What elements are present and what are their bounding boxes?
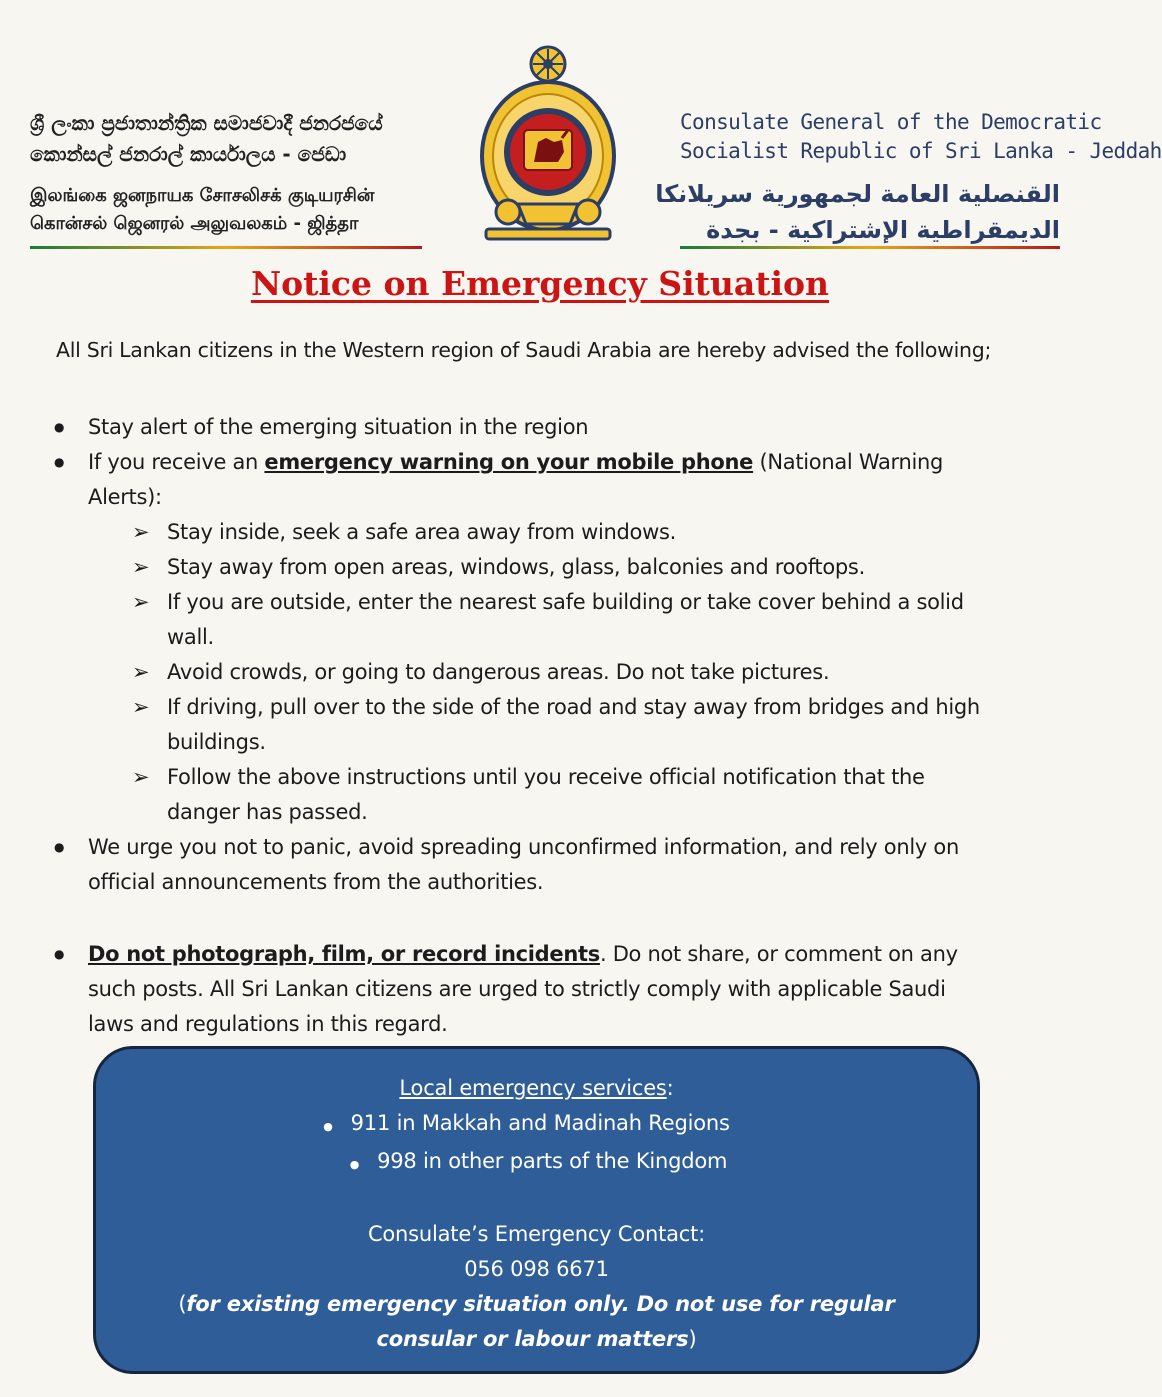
contact-note xyxy=(96,1287,977,1322)
sub-list-item-text: Avoid crowds, or going to dangerous areas. Do not take pictures. xyxy=(167,660,830,684)
service-item xyxy=(96,1106,977,1144)
local-services-heading xyxy=(96,1071,977,1106)
arrow-bullet-icon: ➢ xyxy=(132,660,150,684)
bullet-icon: ● xyxy=(349,1158,360,1171)
sub-list-item xyxy=(52,515,1012,550)
contact-note xyxy=(96,1322,977,1357)
arabic-name-line-1: القنصلية العامة لجمهورية سريلانكا xyxy=(655,180,1060,208)
sub-list-item-text: Follow the above instructions until you receive official notification that the xyxy=(167,765,925,789)
consulate-contact-label: Consulate’s Emergency Contact: xyxy=(367,1222,706,1246)
list-item-text: laws and regulations in this regard. xyxy=(88,1012,448,1036)
bullet-icon: ● xyxy=(54,455,65,469)
list-item-text: Alerts): xyxy=(88,485,162,509)
header-right-divider xyxy=(680,246,1060,249)
arrow-bullet-icon: ➢ xyxy=(132,765,150,789)
note-text: consular or labour matters xyxy=(376,1327,689,1351)
list-item-text: We urge you not to panic, avoid spreading unconfirmed information, and rely only on xyxy=(88,835,959,859)
arrow-bullet-icon: ➢ xyxy=(132,695,150,719)
sub-list-item-text: buildings. xyxy=(167,730,266,754)
consulate-phone-number[interactable]: 056 098 6671 xyxy=(464,1257,609,1281)
emergency-contact-box xyxy=(93,1046,980,1374)
tamil-name-line-2: கொன்சல் ஜெனரல் அலுவலகம் - ஜித்தா xyxy=(30,213,359,234)
list-item-text: (National Warning xyxy=(753,450,944,474)
sub-list-item xyxy=(52,550,1012,585)
list-item-text: Stay alert of the emerging situation in the region xyxy=(88,415,589,439)
bullet-icon: ● xyxy=(54,840,65,854)
sub-list-item-text: If driving, pull over to the side of the road and stay away from bridges and high xyxy=(167,695,980,719)
bullet-icon: ● xyxy=(323,1120,333,1133)
list-item-text: . Do not share, or comment on any xyxy=(599,942,958,966)
header-left-names xyxy=(30,108,422,238)
sub-list-item-text: danger has passed. xyxy=(167,800,368,824)
service-text: 998 in other parts of the Kingdom xyxy=(377,1149,728,1173)
list-item xyxy=(52,830,1012,900)
service-item xyxy=(96,1144,977,1182)
notice-title: Notice on Emergency Situation xyxy=(250,264,830,303)
note-paren: ( xyxy=(178,1292,187,1316)
list-item xyxy=(52,937,1012,1042)
service-text: 911 in Makkah and Madinah Regions xyxy=(350,1111,730,1135)
arabic-name-line-2: الديمقراطية الإشتراكية - بجدة xyxy=(706,216,1060,244)
arrow-bullet-icon: ➢ xyxy=(132,590,150,614)
intro-text: All Sri Lankan citizens in the Western region of Saudi Arabia are hereby advised the following; xyxy=(56,338,992,362)
arrow-bullet-icon: ➢ xyxy=(132,555,150,579)
sri-lanka-emblem-icon xyxy=(478,44,618,244)
note-text: for existing emergency situation only. Do not use for regular xyxy=(186,1292,895,1316)
emphasized-text: emergency warning on your mobile phone xyxy=(264,450,754,474)
arrow-bullet-icon: ➢ xyxy=(132,520,150,544)
tamil-name-line-1: இலங்கை ஜனநாயக சோசலிசக் குடியரசின் xyxy=(30,185,375,206)
list-item xyxy=(52,445,1012,515)
heading-colon: : xyxy=(666,1076,674,1100)
sub-list-item xyxy=(52,655,1012,690)
sub-list-item-text: If you are outside, enter the nearest safe building or take cover behind a solid xyxy=(167,590,964,614)
local-services-heading-text: Local emergency services xyxy=(399,1076,667,1100)
bullet-icon: ● xyxy=(54,947,65,961)
sinhala-name-line-2: කොන්සල් ජනරාල් කාර්යාලය - ජෙඩා xyxy=(30,142,347,166)
note-paren: ) xyxy=(688,1327,697,1351)
list-item xyxy=(52,410,1012,445)
sub-list-item-text: Stay away from open areas, windows, glass, balconies and rooftops. xyxy=(167,555,865,579)
sub-list-item xyxy=(52,585,1012,655)
list-item-text: If you receive an xyxy=(88,450,265,474)
english-name-line-2: Socialist Republic of Sri Lanka - Jeddah xyxy=(680,139,1162,163)
sinhala-name-line-1: ශ්‍රී ලංකා ප්‍රජාතාන්ත්‍රික සමාජවාදී ජනරජයේ xyxy=(30,111,383,135)
sub-list-item xyxy=(52,760,1012,830)
emphasized-text: Do not photograph, film, or record incidents xyxy=(88,942,600,966)
sub-list-item xyxy=(52,690,1012,760)
list-item-text: official announcements from the authorities. xyxy=(88,870,544,894)
bullet-icon: ● xyxy=(54,420,65,434)
sub-list-item-text: Stay inside, seek a safe area away from windows. xyxy=(167,520,676,544)
sub-list-item-text: wall. xyxy=(167,625,214,649)
list-item-text: such posts. All Sri Lankan citizens are urged to strictly comply with applicable Saudi xyxy=(88,977,946,1001)
header-left-divider xyxy=(30,246,422,249)
english-name-line-1: Consulate General of the Democratic xyxy=(680,110,1102,134)
advice-list xyxy=(52,410,1012,1042)
header-right-names xyxy=(655,108,1162,248)
